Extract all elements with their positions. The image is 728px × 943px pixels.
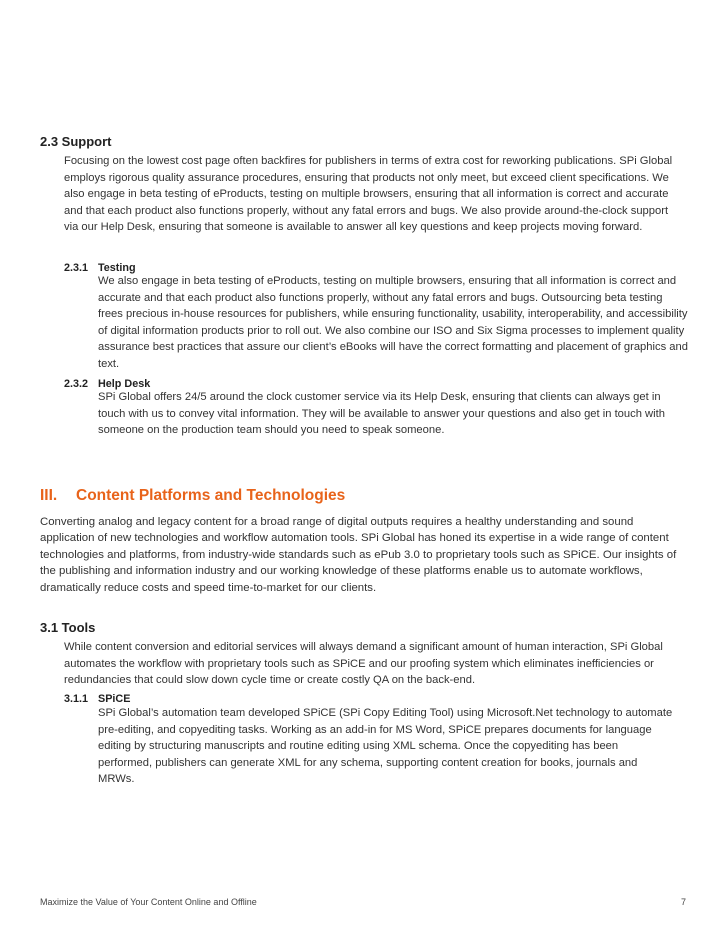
subsection-title: Testing [98,262,136,274]
subsection-body-3-1-1: SPi Global’s automation team developed SPiCE (SPi Copy Editing Tool) using Microsoft.Net technology to automate pre-editing, and copyediting tasks. Working as an add-in for MS Word, SPiCE prepares documents for language editing by structuring manuscripts and routine editing using XML schema. Once the copyediting has been performed, publishers can generate XML for any schema, supporting content creation for books, journals and MRWs. [98,707,673,786]
section-body-2-3: Focusing on the lowest cost page often backfires for publishers in terms of extra cost for reworking publications. SPi Global employs rigorous quality assurance procedures, ensuring that products not only meet, but exceed client specifications. We also engage in beta testing of eProducts, testing on multiple browsers, ensuring that all information is correct and accurate and that each product also functions properly, without any fatal errors and bugs. We also provide around-the-clock support via our Help Desk, ensuring that someone is available to answer all key questions and keep projects moving forward. [64,155,673,234]
chapter-number: III. [40,487,58,504]
subsection-number: 3.1.1 [64,693,89,705]
section-heading-2-3: 2.3 Support [40,134,112,149]
subsection-body-2-3-1: We also engage in beta testing of eProducts, testing on multiple browsers, ensuring that all information is correct and accurate and that each product also functions properly, without any fatal errors and bugs. Outsourcing beta testing frees precious in-house resources for publishers, while ensuring functionality, usability, interoperability, and accessibility of digital information products prior to roll out. We also combine our ISO and Six Sigma processes to implement quality assurance best practices that assure our client’s eBooks will have the correct formatting and placement of graphics and text. [98,275,688,370]
subsection-title: SPiCE [98,693,131,705]
subsection-number: 2.3.2 [64,378,89,390]
chapter-title: Content Platforms and Technologies [76,487,346,504]
chapter-body-iii: Converting analog and legacy content for a broad range of digital outputs requires a healthy understanding and sound application of new technologies and workflow automation tools. SPi Global has honed its expertise in a wide range of content technologies and platforms, from industry-wide standards such as ePub 3.0 to proprietary tools such as SPiCE. Our insights of the publishing and information industry and our working knowledge of these platforms enable us to automate workflows, dramatically reduce costs and speed time-to-market for our clients. [40,516,677,594]
section-body-3-1: While content conversion and editorial services will always demand a significant amount of human interaction, SPi Global automates the workflow with proprietary tools such as SPiCE and our proofing system which eliminates inefficiencies or redundancies that could slow down cycle time or create costly QA on the back-end. [64,641,663,687]
subsection-title: Help Desk [98,378,151,390]
subsection-number: 2.3.1 [64,262,89,274]
subsection-heading-3-1-1 [64,693,130,705]
chapter-heading-iii [40,487,345,505]
footer-title: Maximize the Value of Your Content Online and Offline [40,897,257,907]
page-number: 7 [680,897,686,907]
section-heading-3-1: 3.1 Tools [40,620,96,635]
subsection-body-2-3-2: SPi Global offers 24/5 around the clock customer service via its Help Desk, ensuring that clients can always get in touch with us to convey vital information. They will be available to answer your questions and also get in touch with someone on the production team should you need to speak someone. [98,391,665,437]
